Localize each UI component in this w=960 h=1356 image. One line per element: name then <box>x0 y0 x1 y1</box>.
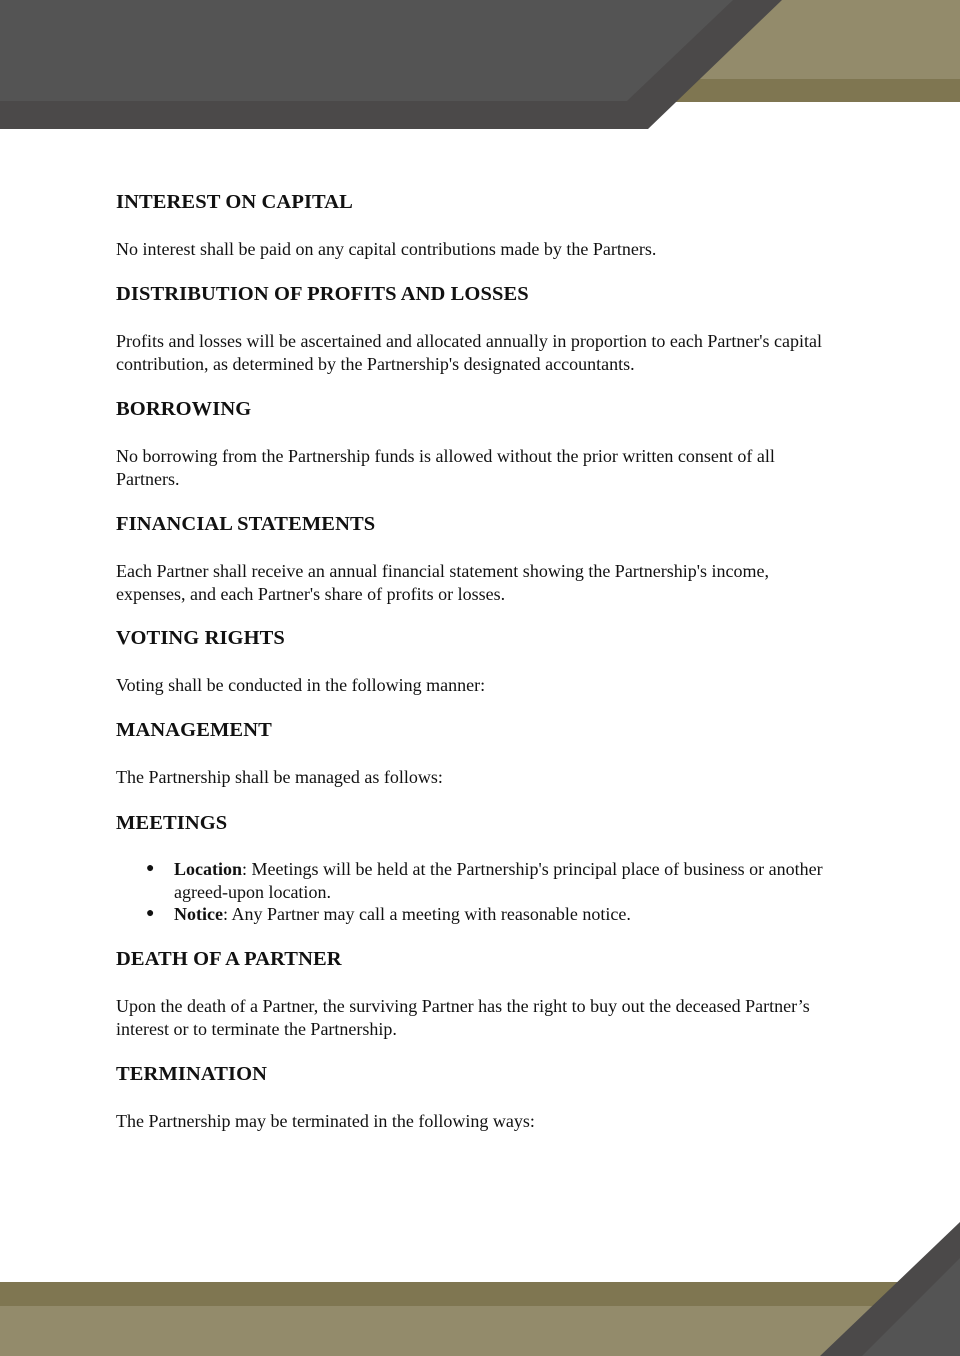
heading-meetings: MEETINGS <box>116 812 228 834</box>
heading-borrowing: BORROWING <box>116 398 252 420</box>
heading-distribution: DISTRIBUTION OF PROFITS AND LOSSES <box>116 283 529 305</box>
term-location: Location <box>174 859 243 879</box>
paragraph-management: The Partnership shall be managed as follows: <box>116 767 443 787</box>
text-notice: : Any Partner may call a meeting with reasonable notice. <box>222 904 631 924</box>
heading-financial-statements: FINANCIAL STATEMENTS <box>116 513 376 535</box>
list-item-notice <box>146 903 836 926</box>
heading-termination: TERMINATION <box>116 1063 268 1085</box>
paragraph-borrowing: No borrowing from the Partnership funds is allowed without the prior written consent of all Partners. <box>116 446 775 489</box>
meetings-list <box>146 858 836 926</box>
text-location: : Meetings will be held at the Partnership's principal place of business or another agreed-upon location. <box>174 859 823 902</box>
bullet-icon: ● <box>146 906 155 921</box>
header-decoration <box>0 0 960 140</box>
bullet-icon: ● <box>146 861 155 876</box>
heading-death-of-partner: DEATH OF A PARTNER <box>116 948 342 970</box>
paragraph-termination: The Partnership may be terminated in the following ways: <box>116 1111 535 1131</box>
term-notice: Notice <box>174 904 223 924</box>
paragraph-distribution: Profits and losses will be ascertained and allocated annually in proportion to each Partner's capital contribution, as determined by the Partnership's designated accountants. <box>116 331 823 374</box>
paragraph-financial-statements: Each Partner shall receive an annual financial statement showing the Partnership's income, expenses, and each Partner's share of profits or losses. <box>116 561 770 604</box>
list-item-location <box>146 858 836 903</box>
paragraph-interest-on-capital: No interest shall be paid on any capital contributions made by the Partners. <box>116 239 657 259</box>
footer-olive-dark-strip <box>0 1282 960 1306</box>
footer-decoration <box>0 1210 960 1356</box>
heading-interest-on-capital: INTEREST ON CAPITAL <box>116 191 353 213</box>
paragraph-voting-rights: Voting shall be conducted in the following manner: <box>116 675 486 695</box>
paragraph-death-of-partner: Upon the death of a Partner, the surviving Partner has the right to buy out the deceased Partner’s interest or to terminate the Partnership. <box>116 996 810 1039</box>
heading-voting-rights: VOTING RIGHTS <box>116 627 285 649</box>
heading-management: MANAGEMENT <box>116 719 272 741</box>
header-dark-inner-shape <box>0 0 733 101</box>
